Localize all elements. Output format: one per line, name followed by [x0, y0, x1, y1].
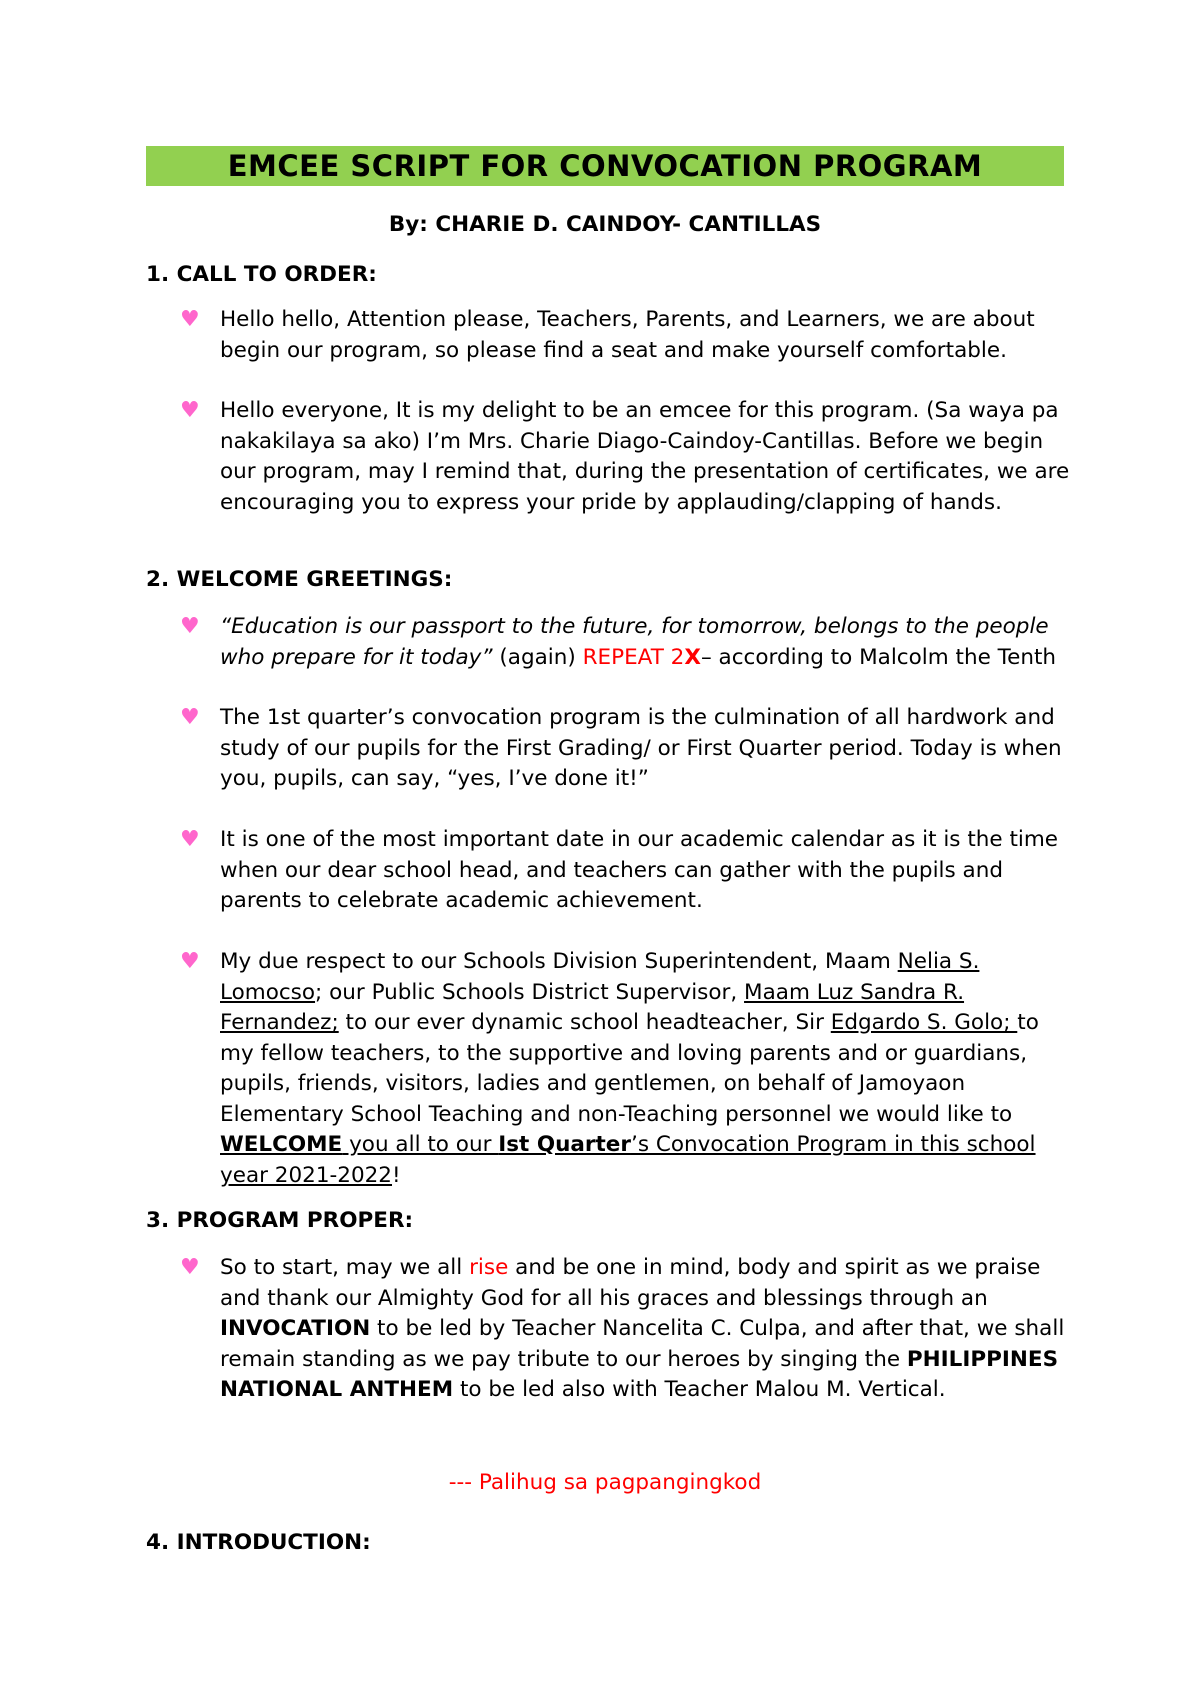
paragraph-text: to be led by Teacher Nancelita C. Culpa, and after that, we shall remain standing as we pay tribute to our heroes by singing the — [220, 1316, 1065, 1372]
paragraph-text: to be led also with Teacher Malou M. Vertical. — [453, 1377, 946, 1402]
paragraph-text: So to start, may we all — [220, 1255, 470, 1280]
paragraph-text: Hello everyone, It is my delight to be an emcee for this program. (Sa waya pa nakakilaya sa ako) I’m Mrs. Charie Diago-Caindoy-Cantillas. Before we begin our program, may I remind that, during the presentation of certificates, we are encouraging you to express your pride by applauding/clapping of hands. — [220, 398, 1070, 515]
quarter-emphasis: Ist Quarter — [498, 1132, 631, 1157]
repeat-x-text: X — [684, 644, 701, 670]
rise-emphasis: rise — [469, 1255, 509, 1280]
list-item — [180, 947, 1070, 1191]
paragraph-text: My due respect to our Schools Division Superintendent, Maam — [220, 949, 898, 974]
paragraph-text: and be one in mind, body and spirit as we praise and thank our Almighty God for all his graces and blessings through an — [220, 1255, 1041, 1311]
list-item — [180, 396, 1070, 518]
paragraph-text: to my fellow teachers, to the supportive and loving parents and or guardians, pupils, friends, visitors, ladies and gentlemen, on behalf of Jamoyaon Elementary School Teaching and non-Teaching personnel we would like to — [220, 1010, 1039, 1127]
heart-bullet-icon: ♥ — [180, 949, 200, 974]
heart-bullet-icon: ♥ — [180, 398, 200, 423]
heart-bullet-icon: ♥ — [180, 705, 200, 730]
paragraph-text: ’s Convocation Program in this school year 2021-2022 — [220, 1132, 1036, 1188]
section-heading-introduction: 4. INTRODUCTION: — [146, 1530, 371, 1555]
anthem-emphasis: PHILIPPINES NATIONAL ANTHEM — [220, 1346, 1059, 1402]
quote-text: “Education is our passport to the future, for tomorrow, belongs to the people who prepare for it today” — [220, 614, 1049, 670]
list-item — [180, 825, 1070, 917]
headteacher-name: Edgardo S. Golo; — [830, 1010, 1018, 1035]
heart-bullet-icon: ♥ — [180, 614, 200, 639]
again-text: (again) — [492, 644, 583, 670]
paragraph-text: you all to our — [342, 1132, 499, 1157]
heart-bullet-icon: ♥ — [180, 307, 200, 332]
invocation-emphasis: INVOCATION — [220, 1316, 371, 1341]
author-line: By: CHARIE D. CAINDOY- CANTILLAS — [388, 212, 822, 237]
paragraph-text: ! — [392, 1162, 401, 1188]
heart-bullet-icon: ♥ — [180, 827, 200, 852]
list-item — [180, 703, 1070, 795]
repeat-text: REPEAT 2 — [582, 644, 685, 670]
heart-bullet-icon: ♥ — [180, 1255, 200, 1280]
paragraph-text: ; our Public Schools District Supervisor, — [315, 979, 745, 1005]
according-text: – according to Malcolm the Tenth — [700, 644, 1057, 670]
section-heading-program-proper: 3. PROGRAM PROPER: — [146, 1208, 414, 1233]
superintendent-name: Nelia S. Lomocso — [220, 949, 980, 1005]
paragraph-text: Hello hello, Attention please, Teachers, Parents, and Learners, we are about begin our program, so please find a seat and make yourself comfortable. — [220, 307, 1035, 363]
supervisor-name: Maam Luz Sandra R. Fernandez; — [220, 979, 965, 1035]
welcome-emphasis: WELCOME — [220, 1132, 343, 1157]
list-item — [180, 612, 1070, 673]
document-title: EMCEE SCRIPT FOR CONVOCATION PROGRAM — [146, 146, 1064, 186]
section-heading-call-to-order: 1. CALL TO ORDER: — [146, 262, 377, 287]
list-item — [180, 1253, 1070, 1406]
paragraph-text: The 1st quarter’s convocation program is the culmination of all hardwork and study of our pupils for the First Grading/ or First Quarter period. Today is when you, pupils, can say, “yes, I’ve done it!” — [220, 705, 1062, 791]
seating-note: --- Palihug sa pagpangingkod — [448, 1470, 762, 1495]
paragraph-text: It is one of the most important date in our academic calendar as it is the time when our dear school head, and teachers can gather with the pupils and parents to celebrate academic achievement. — [220, 827, 1059, 913]
paragraph-text: to our ever dynamic school headteacher, Sir — [338, 1010, 831, 1035]
section-heading-welcome-greetings: 2. WELCOME GREETINGS: — [146, 567, 453, 592]
list-item — [180, 305, 1070, 366]
